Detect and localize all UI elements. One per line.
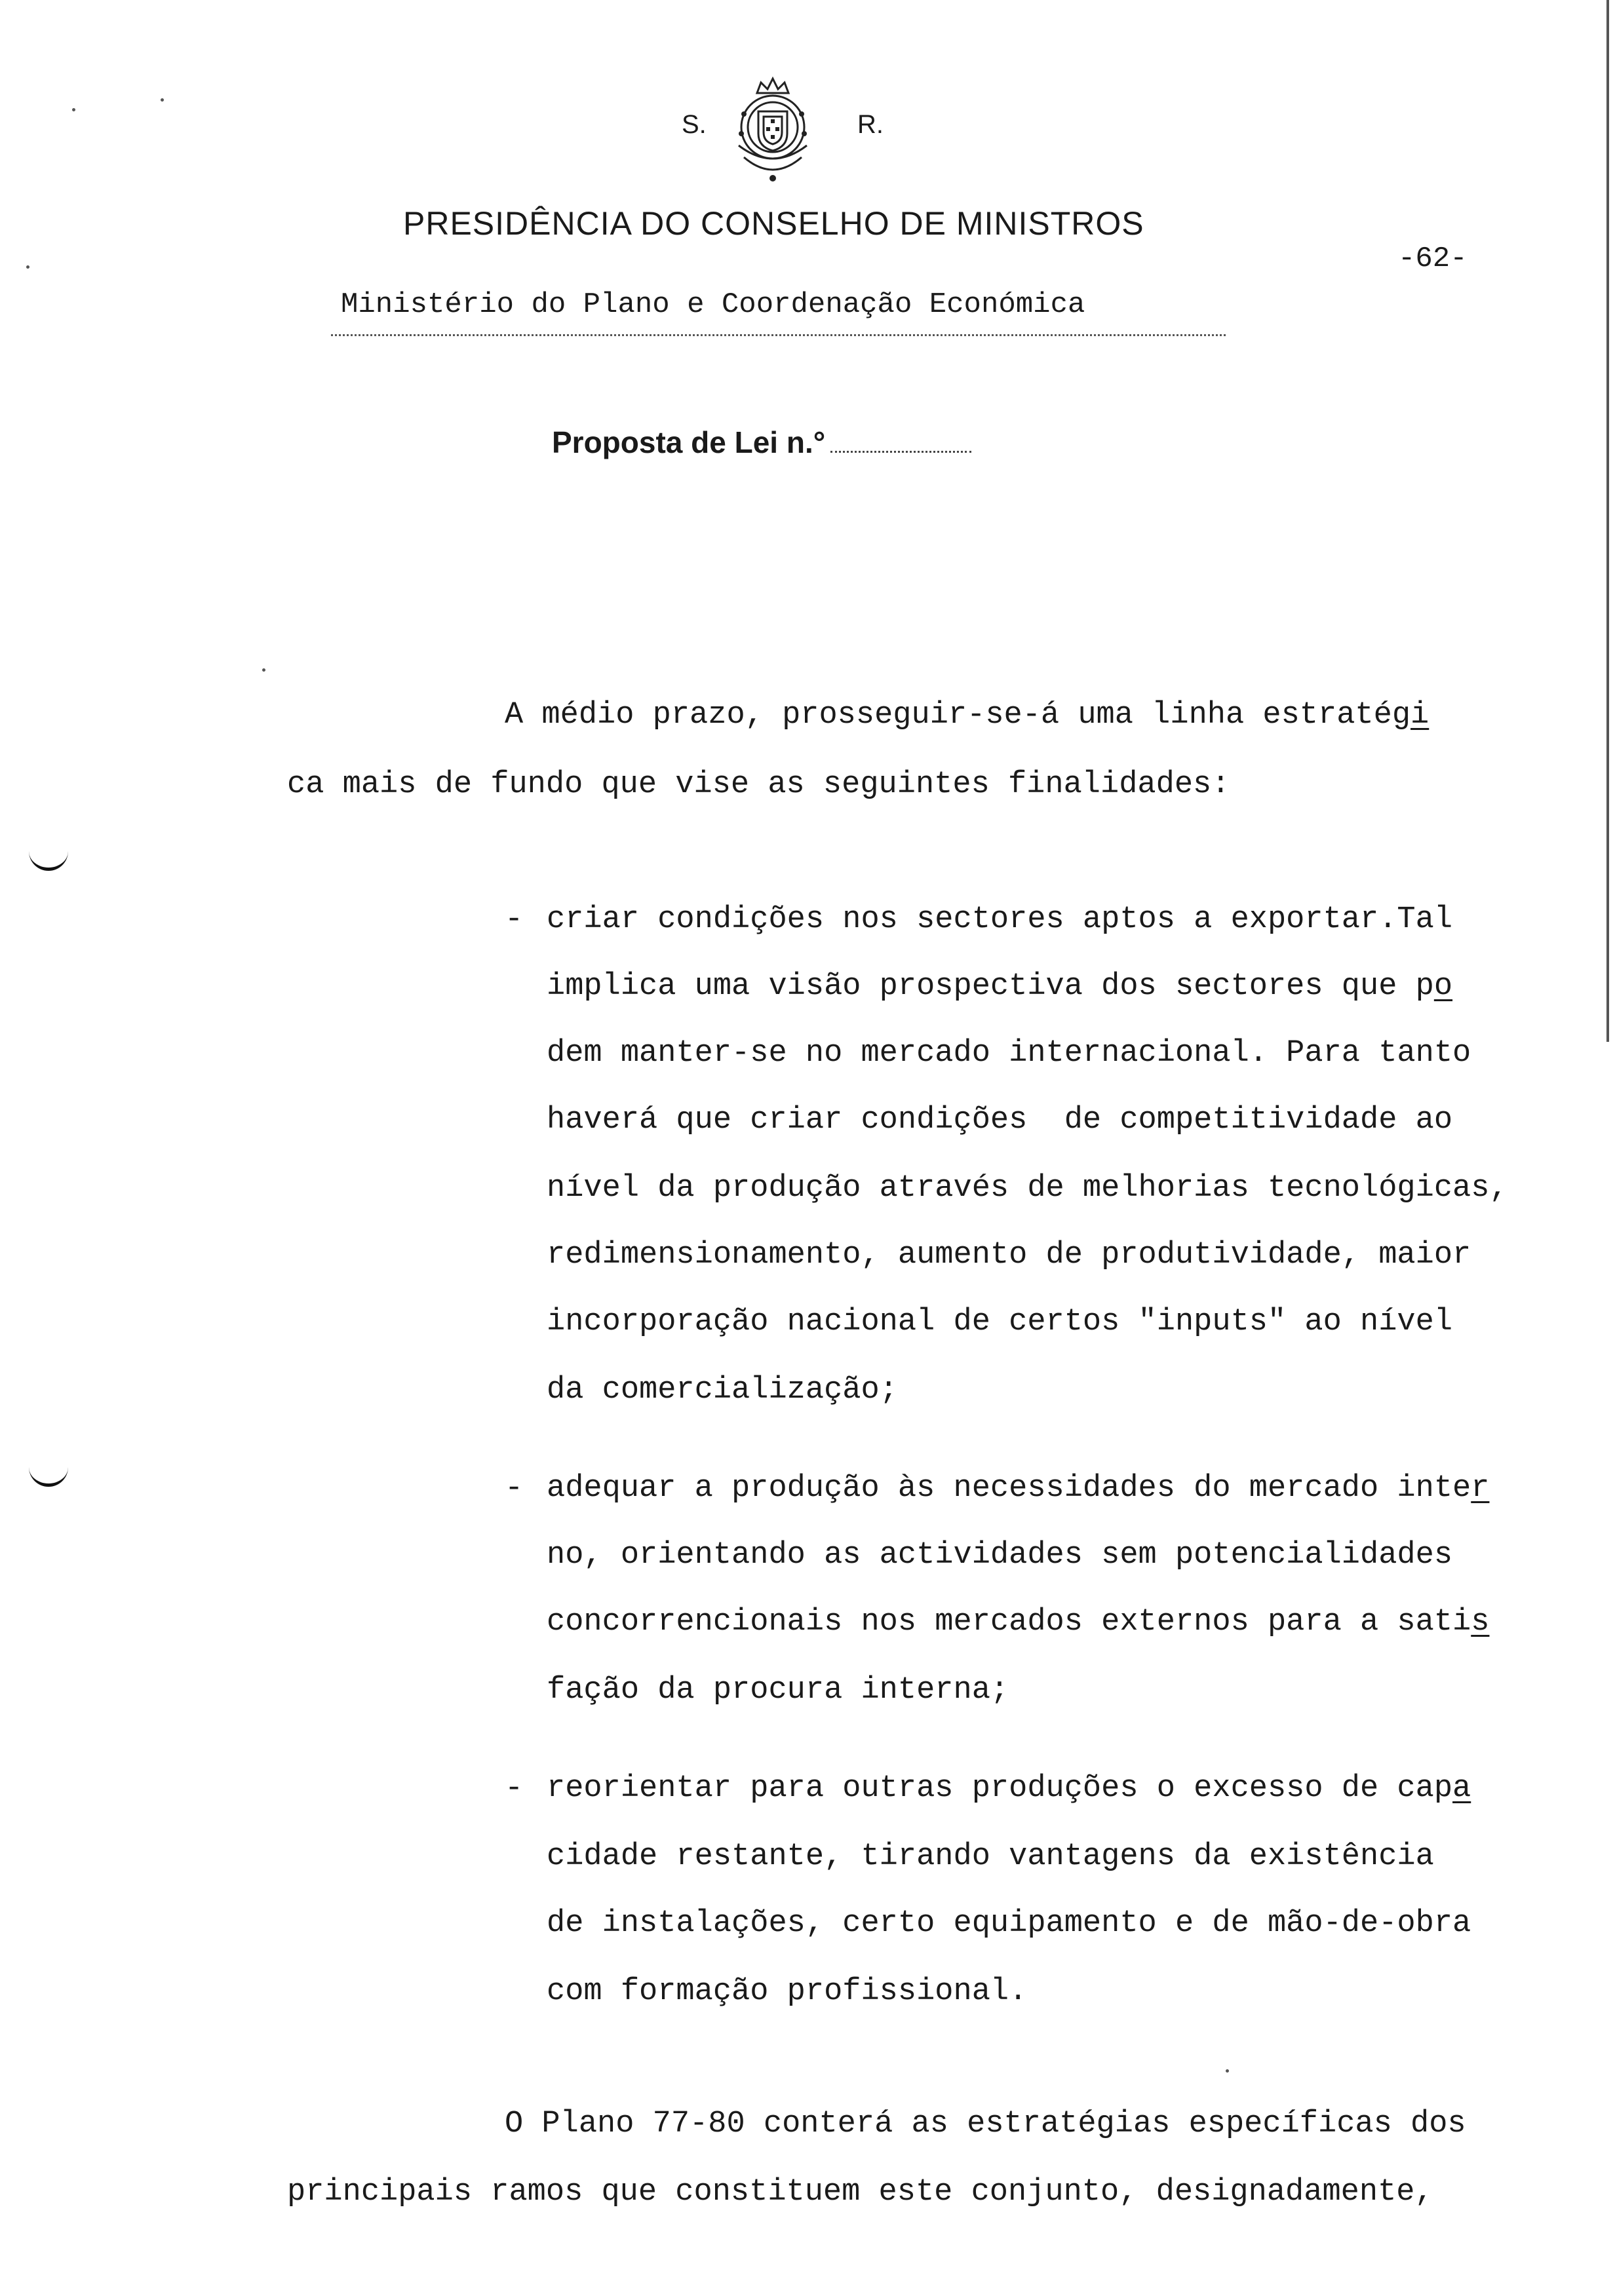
bullet-1-line-6: redimensionamento, aumento de produtividade, maior bbox=[547, 1238, 1471, 1272]
bullet-3-dash: - bbox=[505, 1771, 524, 1806]
binding-edge bbox=[1606, 0, 1609, 1042]
ministry-name: Ministério do Plano e Coordenação Económica bbox=[341, 288, 1085, 321]
punch-hole-mark bbox=[29, 1461, 68, 1487]
intro-line-2: ca mais de fundo que vise as seguintes finalidades: bbox=[287, 767, 1230, 802]
closing-line-2: principais ramos que constituem este conjunto, designadamente, bbox=[287, 2175, 1433, 2210]
bullet-1-line-8: da comercialização; bbox=[547, 1373, 898, 1407]
header-divider bbox=[331, 334, 1226, 336]
bullet-2-line-3: concorrencionais nos mercados externos para a satis bbox=[547, 1605, 1490, 1639]
scan-speck bbox=[262, 668, 265, 672]
bullet-1-line-4: haverá que criar condições de competitividade ao bbox=[547, 1103, 1453, 1138]
bullet-3-line-4: com formação profissional. bbox=[547, 1974, 1028, 2009]
organization-heading: PRESIDÊNCIA DO CONSELHO DE MINISTROS bbox=[403, 205, 1144, 242]
scan-speck bbox=[72, 108, 75, 111]
scan-speck bbox=[26, 265, 29, 269]
letterhead-initial-s: S. bbox=[682, 110, 707, 139]
bullet-3-line-1: reorientar para outras produções o excesso de capa bbox=[547, 1771, 1471, 1806]
page-number: -62- bbox=[1398, 242, 1468, 275]
proposal-number-blank bbox=[830, 451, 971, 453]
scan-speck bbox=[1226, 2069, 1229, 2073]
bullet-2-line-4: fação da procura interna; bbox=[547, 1673, 1009, 1708]
bullet-1-line-5: nível da produção através de melhorias tecnológicas, bbox=[547, 1171, 1508, 1206]
bullet-1-line-3: dem manter-se no mercado internacional. Para tanto bbox=[547, 1036, 1471, 1071]
proposal-label: Proposta de Lei n.° bbox=[552, 425, 826, 459]
bullet-2-line-2: no, orientando as actividades sem potencialidades bbox=[547, 1538, 1453, 1573]
proposal-number-field bbox=[552, 425, 971, 460]
bullet-2-line-1: adequar a produção às necessidades do mercado inter bbox=[547, 1471, 1490, 1506]
bullet-1-line-1: criar condições nos sectores aptos a exportar.Tal bbox=[547, 902, 1453, 937]
bullet-2-dash: - bbox=[505, 1471, 524, 1506]
bullet-1-line-2: implica uma visão prospectiva dos sectores que po bbox=[547, 969, 1453, 1004]
letterhead-initial-r: R. bbox=[857, 110, 884, 139]
closing-line-1: O Plano 77-80 conterá as estratégias específicas dos bbox=[505, 2107, 1466, 2141]
intro-line-1: A médio prazo, prosseguir-se-á uma linha estratégi bbox=[505, 698, 1430, 733]
bullet-3-line-2: cidade restante, tirando vantagens da existência bbox=[547, 1839, 1434, 1874]
bullet-1-line-7: incorporação nacional de certos "inputs" ao nível bbox=[547, 1305, 1453, 1339]
punch-hole-mark bbox=[29, 845, 68, 871]
coat-of-arms-icon bbox=[724, 73, 821, 186]
scan-speck bbox=[161, 98, 164, 102]
bullet-3-line-3: de instalações, certo equipamento e de mão-de-obra bbox=[547, 1906, 1471, 1941]
bullet-1-dash: - bbox=[505, 902, 524, 937]
